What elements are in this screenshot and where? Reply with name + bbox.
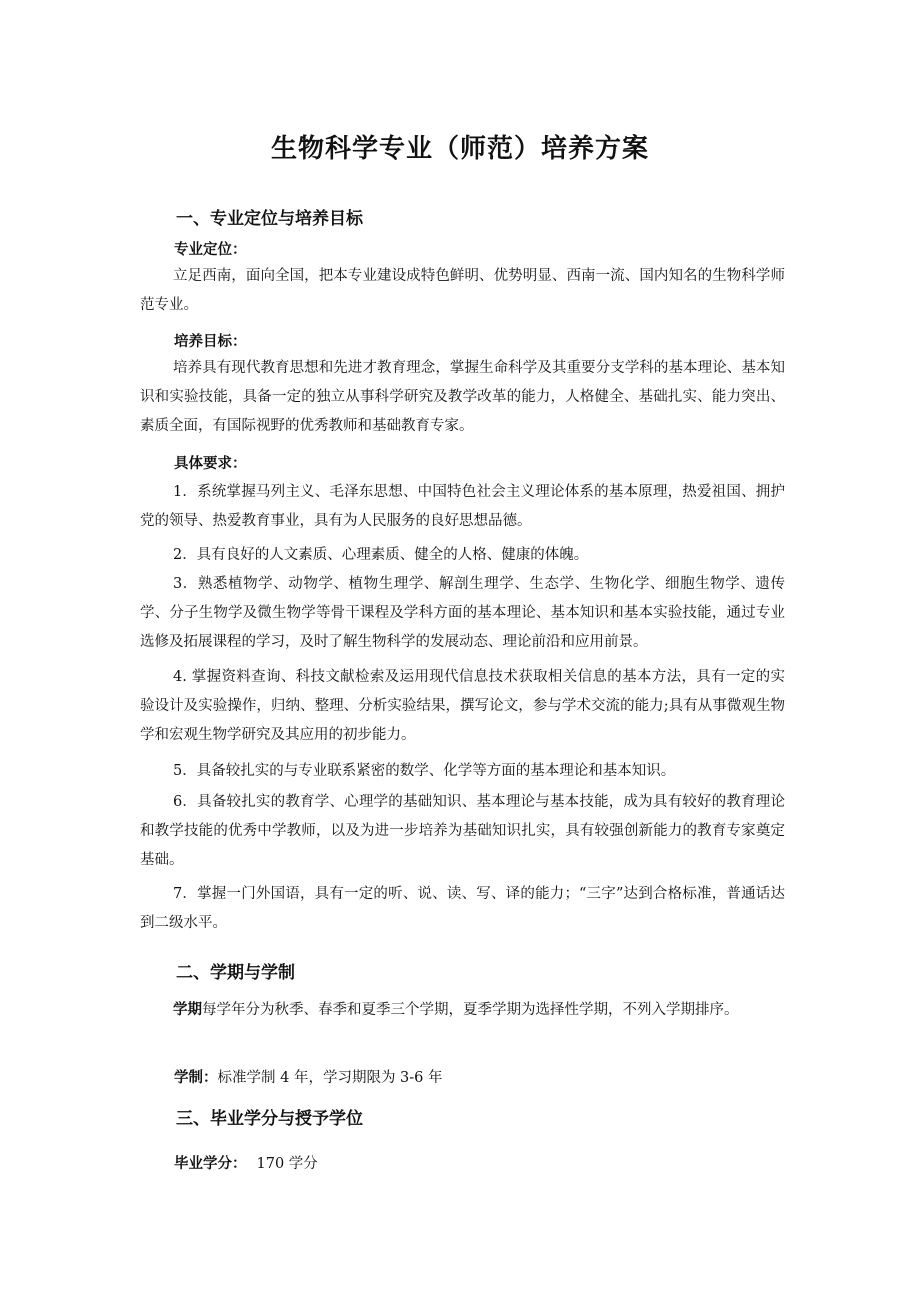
requirement-item: 2．具有良好的人文素质、心理素质、健全的人格、健康的体魄。 bbox=[173, 547, 589, 563]
requirement-item: 7．掌握一门外国语，具有一定的听、说、读、写、译的能力；“三字”达到合格标准，普通话达到二级水平。 bbox=[140, 886, 785, 931]
positioning-text: 立足西南，面向全国，把本专业建设成特色鲜明、优势明显、西南一流、国内知名的生物科学师范专业。 bbox=[140, 268, 785, 313]
requirement-item: 6．具备较扎实的教育学、心理学的基础知识、基本理论与基本技能，成为具有较好的教育理论和教学技能的优秀中学教师，以及为进一步培养为基础知识扎实，具有较强创新能力的教育专家奠定基础。 bbox=[140, 794, 785, 868]
term-paragraph bbox=[140, 996, 785, 1025]
credits-line bbox=[174, 1152, 318, 1173]
system-text: 标准学制 4 年，学习期限为 3-6 年 bbox=[217, 1070, 443, 1086]
term-text: 每学年分为秋季、春季和夏季三个学期，夏季学期为选择性学期，不列入学期排序。 bbox=[202, 1002, 739, 1018]
requirement-item: 5．具备较扎实的与专业联系紧密的数学、化学等方面的基本理论和基本知识。 bbox=[173, 763, 676, 779]
system-label: 学制： bbox=[174, 1070, 218, 1086]
goal-label: 培养目标： bbox=[174, 334, 247, 350]
requirement-item: 4. 掌握资料查询、科技文献检索及运用现代信息技术获取相关信息的基本方法，具有一定的实验设计及实验操作，归纳、整理、分析实验结果，撰写论文，参与学术交流的能力;具有从事微观生物学和宏观生物学研究及其应用的初步能力。 bbox=[140, 669, 785, 743]
section-2-heading: 二、学期与学制 bbox=[176, 963, 295, 983]
section-3-heading: 三、毕业学分与授予学位 bbox=[176, 1109, 363, 1129]
section-1-heading: 一、专业定位与培养目标 bbox=[176, 209, 363, 229]
term-label: 学期 bbox=[173, 1002, 202, 1018]
requirement-item: 1．系统掌握马列主义、毛泽东思想、中国特色社会主义理论体系的基本原理，热爱祖国、拥护党的领导、热爱教育事业，具有为人民服务的良好思想品德。 bbox=[140, 484, 785, 529]
goal-text: 培养具有现代教育思想和先进才教育理念，掌握生命科学及其重要分支学科的基本理论、基本知识和实验技能，具备一定的独立从事科学研究及教学改革的能力，人格健全、基础扎实、能力突出、素质全面，有国际视野的优秀教师和基础教育专家。 bbox=[140, 360, 785, 434]
credits-label: 毕业学分： bbox=[174, 1156, 247, 1172]
requirement-item: 3．熟悉植物学、动物学、植物生理学、解剖生理学、生态学、生物化学、细胞生物学、遗传学、分子生物学及微生物学等骨干课程及学科方面的基本理论、基本知识和基本实验技能，通过专业选修及拓展课程的学习，及时了解生物科学的发展动态、理论前沿和应用前景。 bbox=[140, 576, 785, 650]
positioning-label: 专业定位： bbox=[174, 242, 247, 258]
system-line bbox=[174, 1066, 443, 1087]
page-title: 生物科学专业（师范）培养方案 bbox=[270, 134, 649, 164]
requirements-label: 具体要求： bbox=[174, 456, 247, 472]
credits-value: 170 学分 bbox=[256, 1156, 318, 1172]
